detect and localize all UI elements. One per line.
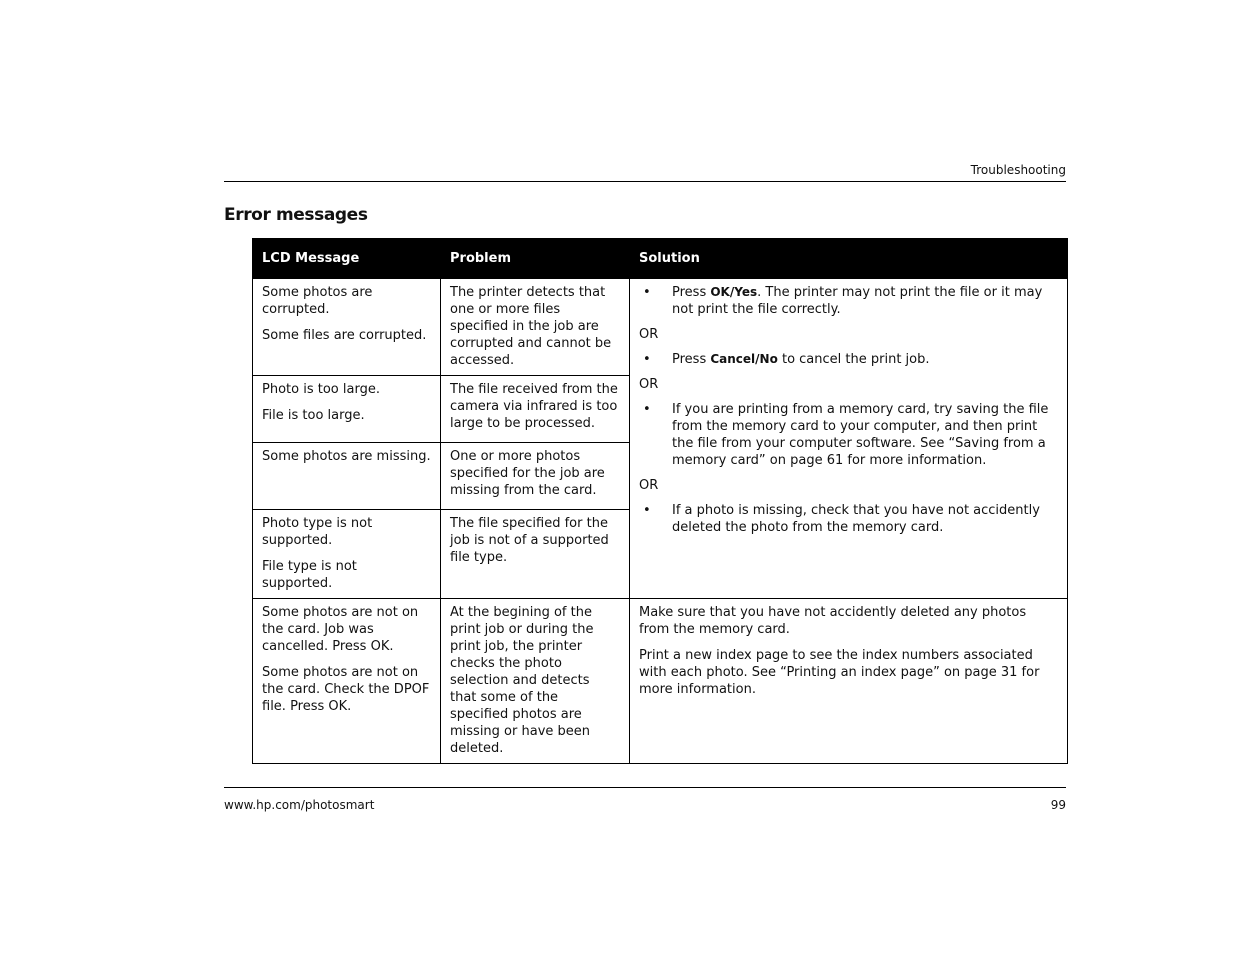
column-header-solution: Solution — [630, 239, 1068, 279]
page-number: 99 — [1050, 798, 1066, 812]
solution-paragraph: Print a new index page to see the index numbers associated with each photo. See “Printing an index page” on page 31 for more information. — [639, 648, 1040, 697]
lcd-message: File type is not supported. — [262, 559, 357, 591]
or-separator: OR — [639, 327, 659, 342]
footer-rule — [224, 787, 1066, 788]
solution-bullet — [639, 502, 1058, 536]
bullet-text: If you are printing from a memory card, try saving the file from the memory card to your computer, and then print the file from your computer software. See “Saving from a memory card” on page 61 for more information. — [672, 402, 1049, 468]
solution-bullet — [639, 351, 1058, 368]
ok-yes-key-label: OK/Yes — [710, 285, 758, 299]
shared-solution-cell — [630, 279, 1068, 599]
bullet-text: Press — [672, 352, 711, 367]
or-separator: OR — [639, 377, 659, 392]
lcd-message-cell — [253, 599, 441, 764]
bullet-marker: • — [643, 503, 651, 518]
problem-cell: The file received from the camera via infrared is too large to be processed. — [441, 376, 630, 443]
solution-bullet — [639, 284, 1058, 318]
lcd-message: File is too large. — [262, 408, 365, 423]
column-header-problem: Problem — [441, 239, 630, 279]
lcd-message-cell — [253, 510, 441, 599]
lcd-message: Some photos are not on the card. Job was cancelled. Press OK. — [262, 605, 419, 654]
table-header-row — [253, 239, 1068, 279]
problem-cell: At the begining of the print job or during the print job, the printer checks the photo selection and detects that some of the specified photos are missing or have been deleted. — [441, 599, 630, 764]
table-row — [253, 599, 1068, 764]
running-header: Troubleshooting — [970, 163, 1066, 177]
problem-cell: One or more photos specified for the job are missing from the card. — [441, 443, 630, 510]
lcd-message-cell — [253, 443, 441, 510]
or-separator: OR — [639, 478, 659, 493]
lcd-message: Some files are corrupted. — [262, 328, 427, 343]
table-row — [253, 279, 1068, 376]
lcd-message: Some photos are corrupted. — [262, 285, 373, 317]
problem-cell: The file specified for the job is not of a supported file type. — [441, 510, 630, 599]
bullet-text: to cancel the print job. — [777, 352, 930, 367]
bullet-marker: • — [643, 402, 651, 417]
cancel-no-key-label: Cancel/No — [710, 352, 778, 366]
solution-bullet — [639, 401, 1058, 469]
bullet-text: If a photo is missing, check that you have not accidently deleted the photo from the memory card. — [672, 503, 1040, 535]
bullet-text: Press — [672, 285, 711, 300]
problem-cell: The printer detects that one or more files specified in the job are corrupted and cannot be accessed. — [441, 279, 630, 376]
footer-url: www.hp.com/photosmart — [224, 798, 375, 812]
lcd-message-cell — [253, 376, 441, 443]
bullet-text: . The printer may not print the file or it may not print the file correctly. — [672, 285, 1043, 317]
lcd-message: Some photos are not on the card. Check the DPOF file. Press OK. — [262, 665, 430, 714]
bullet-marker: • — [643, 285, 651, 300]
solution-paragraph: Make sure that you have not accidently deleted any photos from the memory card. — [639, 605, 1027, 637]
solution-cell — [630, 599, 1068, 764]
column-header-lcd-message: LCD Message — [253, 239, 441, 279]
header-rule — [224, 181, 1066, 182]
lcd-message: Photo is too large. — [262, 382, 380, 397]
lcd-message-cell — [253, 279, 441, 376]
lcd-message: Some photos are missing. — [262, 449, 431, 464]
section-title: Error messages — [224, 205, 368, 225]
lcd-message: Photo type is not supported. — [262, 516, 373, 548]
error-messages-table — [252, 238, 1068, 764]
bullet-marker: • — [643, 352, 651, 367]
